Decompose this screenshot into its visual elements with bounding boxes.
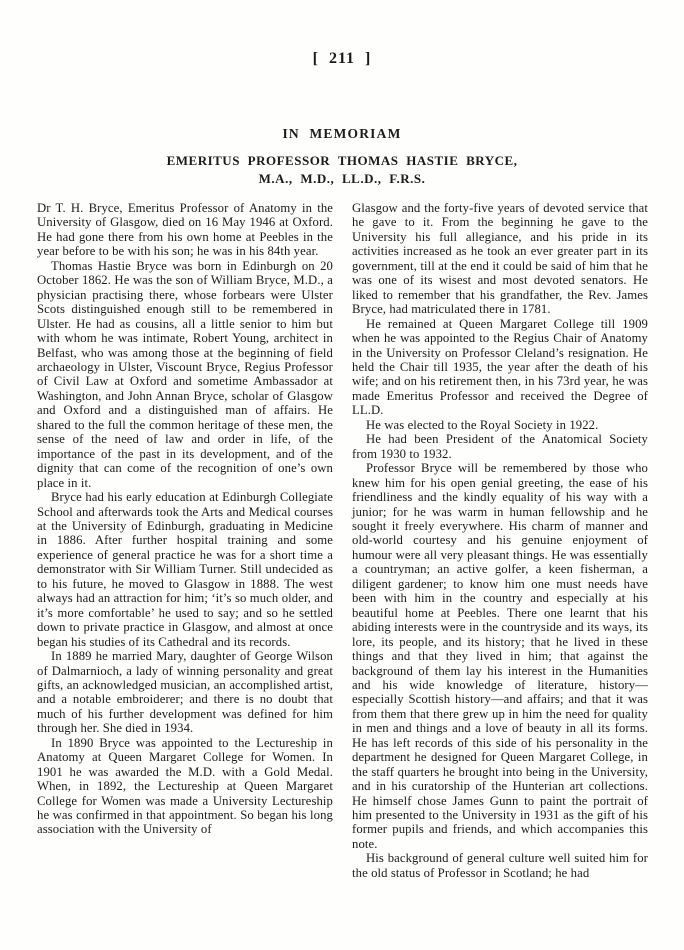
paragraph: Professor Bryce will be remembered by those who knew him for his open genial greeting, the ease of his friendliness and the kindly equality of his way with a junior; for he was warm in human fellowship and he sought it freely everywhere. His charm of manner and old-world courtesy and his genuine enjoyment of humour were all very pleasant things. He was essentially a countryman; an active golfer, a keen fisherman, a diligent gardener; to know him one must needs have been with him in the country and especially at his beautiful home at Peebles. There one learnt that his abiding interests were in the countryside and its ways, its lore, its people, and its history; that he lived in these things and that they lived in him; that against the background of them lay his interest in the Humanities and his wide knowledge of literature, history—especially Scottish history—and affairs; and that it was from them that there grew up in him the need for quality in men and things and a love of beauty in all its forms. He has left records of this side of his personality in the department he designed for Queen Margaret College, in the staff quarters he brought into being in the University, and in his curatorship of the Hunterian art collections. He himself chose James Gunn to paint the portrait of him presented to the University in 1931 as the gift of his former pupils and friends, and which accompanies this note. xyxy=(352,461,648,851)
paragraph: He was elected to the Royal Society in 1922. xyxy=(366,417,599,432)
memorial-degrees: M.A., M.D., LL.D., F.R.S. xyxy=(258,170,426,186)
paragraph: He had been President of the Anatomical Society from 1930 to 1932. xyxy=(352,432,648,461)
two-column-text-block xyxy=(37,201,648,880)
memorial-name: EMERITUS PROFESSOR THOMAS HASTIE BRYCE, xyxy=(166,153,518,168)
paragraph: In 1890 Bryce was appointed to the Lectureship in Anatomy at Queen Margaret College for Women. In 1901 he was awarded the M.D. with a Gold Medal. When, in 1892, the Lectureship at Queen Margaret College for Women was made a University Lectureship he was confirmed in that appointment. So began his long association with the University of xyxy=(37,735,333,837)
paragraph: His background of general culture well suited him for the old status of Professor in Scotland; he had xyxy=(352,851,648,880)
section-title: IN MEMORIAM xyxy=(282,126,402,141)
paragraph: In 1889 he married Mary, daughter of George Wilson of Dalmarnioch, a lady of winning personality and great gifts, an acknowledged musician, an accomplished artist, and a notable embroiderer; and there is no doubt that much of his further development was defined for him through her. She died in 1934. xyxy=(37,649,333,736)
paragraph: Glasgow and the forty-five years of devoted service that he gave to it. From the beginning he gave to the University his full allegiance, and his pride in its activities increased as he took an ever greater part in its government, till at the end it could be said of him that he was one of its wisest and most devoted senators. He liked to remember that his grandfather, the Rev. James Bryce, had matriculated there in 1781. xyxy=(352,201,648,317)
right-column xyxy=(352,201,648,880)
left-column xyxy=(37,201,333,880)
paragraph: Dr T. H. Bryce, Emeritus Professor of Anatomy in the University of Glasgow, died on 16 May 1946 at Oxford. He had gone there from his own home at Peebles in the year before to be with his son; he was in his 84th year. xyxy=(37,201,333,259)
paragraph: Thomas Hastie Bryce was born in Edinburgh on 20 October 1862. He was the son of William Bryce, M.D., a physician practising there, whose forbears were Ulster Scots distinguished enough still to be remembered in Ulster. He had as cousins, all a little senior to him but with whom he was intimate, Robert Young, architect in Belfast, who was among those at the beginning of field archaeology in Ulster, Viscount Bryce, Regius Professor of Civil Law at Oxford and sometime Ambassador at Washington, and John Annan Bryce, scholar of Glasgow and Oxford and a distinguished man of affairs. He shared to the full the common heritage of these men, the sense of the need of law and order in life, of the importance of the past in its development, and of the dignity that can come of the recognition of one’s own place in it. xyxy=(37,258,333,490)
page-number: [ 211 ] xyxy=(312,50,372,67)
paragraph: He remained at Queen Margaret College till 1909 when he was appointed to the Regius Chair of Anatomy in the University on Professor Cleland’s resignation. He held the Chair till 1935, the year after the death of his wife; and on his retirement then, in his 73rd year, he was made Emeritus Professor and received the Degree of LL.D. xyxy=(352,316,648,418)
paragraph: Bryce had his early education at Edinburgh Collegiate School and afterwards took the Arts and Medical courses at the University of Edinburgh, graduating in Medicine in 1886. After further hospital training and some experience of general practice he was for a short time a demonstrator with Sir William Turner. Still undecided as to his future, he moved to Glasgow in 1888. The west always had an attraction for him; ‘it’s so much older, and it’s more comfortable’ he used to say; and so he settled down to private practice in Glasgow, and almost at once began his studies of its Cathedral and its records. xyxy=(37,490,333,649)
memorial-heading xyxy=(0,152,684,187)
